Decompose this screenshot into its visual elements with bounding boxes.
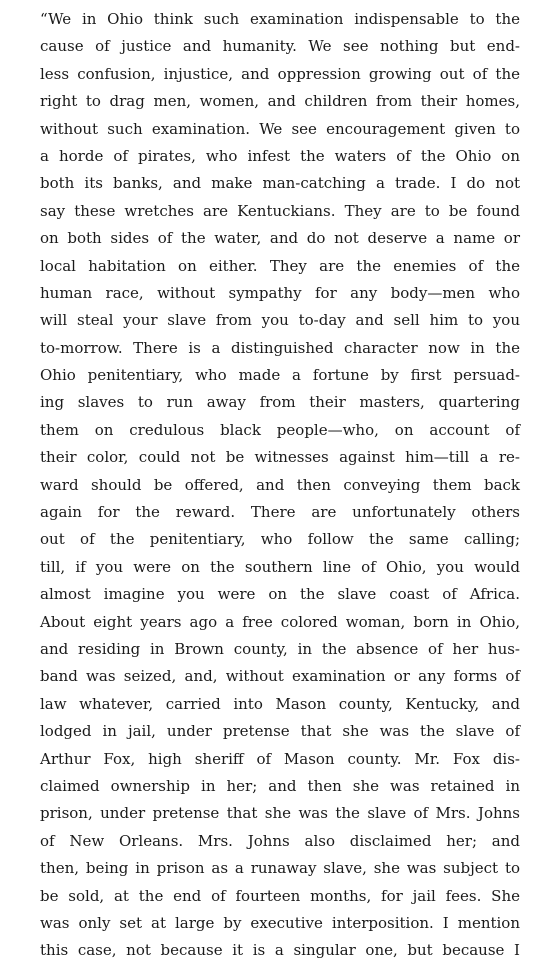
text-line: them on credulous black people—who, on account of [40, 420, 520, 439]
text-line: prison, under pretense that she was the slave of Mrs. Johns [40, 804, 520, 823]
text-line: local habitation on either. They are the enemies of the [40, 256, 520, 275]
text-line: less confusion, injustice, and oppression growing out of the [40, 64, 520, 83]
text-line: will steal your slave from you to-day and sell him to you [40, 311, 520, 330]
text-line: of New Orleans. Mrs. Johns also disclaimed her; and [40, 831, 520, 850]
text-line: ward should be offered, and then conveying them back [40, 475, 520, 494]
text-line: a horde of pirates, who infest the waters of the Ohio on [40, 146, 520, 165]
text-line: this case, not because it is a singular one, but because I [40, 941, 520, 960]
text-line: About eight years ago a free colored woman, born in Ohio, [40, 612, 520, 631]
text-line: again for the reward. There are unfortunately others [40, 503, 520, 522]
text-line: Ohio penitentiary, who made a fortune by first persuad- [40, 366, 520, 385]
text-line: cause of justice and humanity. We see nothing but end- [40, 37, 520, 56]
text-line: almost imagine you were on the slave coast of Africa. [40, 585, 520, 604]
text-line: and residing in Brown county, in the absence of her hus- [40, 639, 520, 658]
text-line: lodged in jail, under pretense that she was the slave of [40, 722, 520, 741]
text-line: was only set at large by executive interposition. I mention [40, 913, 520, 932]
text-line: both its banks, and make man-catching a trade. I do not [40, 174, 520, 193]
text-line: “We in Ohio think such examination indispensable to the [40, 10, 520, 28]
text-line: human race, without sympathy for any body—men who [40, 283, 520, 302]
text-line: ing slaves to run away from their masters, quartering [40, 393, 520, 412]
text-line: on both sides of the water, and do not deserve a name or [40, 229, 520, 248]
text-line: out of the penitentiary, who follow the same calling; [40, 530, 520, 549]
text-line: to-morrow. There is a distinguished character now in the [40, 338, 520, 357]
body-text [40, 6, 520, 965]
text-line: say these wretches are Kentuckians. They are to be found [40, 201, 520, 220]
text-line: till, if you were on the southern line of Ohio, you would [40, 557, 520, 576]
text-line: band was seized, and, without examination or any forms of [40, 667, 520, 686]
text-line: their color, could not be witnesses against him—till a re- [40, 448, 520, 467]
text-line: be sold, at the end of fourteen months, for jail fees. She [40, 886, 520, 905]
text-line: Arthur Fox, high sheriff of Mason county. Mr. Fox dis- [40, 749, 520, 768]
text-line: law whatever, carried into Mason county, Kentucky, and [40, 694, 520, 713]
text-line: right to drag men, women, and children from their homes, [40, 92, 520, 111]
text-line: then, being in prison as a runaway slave, she was subject to [40, 859, 520, 878]
text-line: claimed ownership in her; and then she was retained in [40, 776, 520, 795]
text-line: without such examination. We see encouragement given to [40, 119, 520, 138]
